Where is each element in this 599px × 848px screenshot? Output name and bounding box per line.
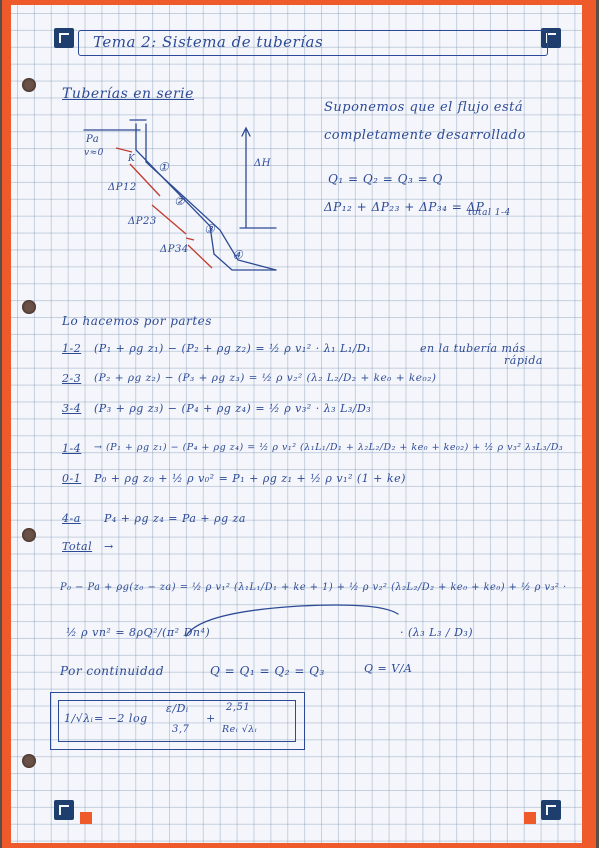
section-heading: Tuberías en serie bbox=[62, 86, 194, 102]
assumption-total-sub: total 1-4 bbox=[468, 208, 511, 218]
assumption-flow-eq: Q₁ = Q₂ = Q₃ = Q bbox=[328, 172, 443, 186]
page-title: Tema 2: Sistema de tuberías bbox=[93, 33, 324, 51]
assumption-pressure-eq: ΔP₁₂ + ΔP₂₃ + ΔP₃₄ = ΔP bbox=[324, 200, 485, 214]
equation-text: → (P₁ + ρg z₁) − (P₄ + ρg z₄) = ½ ρ v₁² (λ₁L₁/D₁ + λ₂L₂/D₂ + ke₀ + ke₀₂) + ½ ρ v₃² λ₃L₃/D₃ bbox=[94, 442, 564, 453]
equation-text: (P₁ + ρg z₁) − (P₂ + ρg z₂) = ½ ρ v₁² · λ₁ L₁/D₁ bbox=[94, 342, 372, 355]
kinetic-equation: ½ ρ vn² = 8ρQ²/(π² Dn⁴) bbox=[66, 626, 211, 639]
kinetic-tail: · (λ₃ L₃ / D₃) bbox=[400, 626, 474, 639]
equation-text: (P₂ + ρg z₂) − (P₃ + ρg z₃) = ½ ρ v₂² (λ₂ L₂/D₂ + ke₀ + ke₀₂) bbox=[94, 372, 437, 384]
diagram-label-1: ① bbox=[158, 160, 170, 174]
diagram-label-dh: ΔH bbox=[254, 158, 271, 169]
colebrook-num2: 2,51 bbox=[226, 702, 251, 713]
diagram-label-dp12: ΔP12 bbox=[108, 182, 137, 193]
equation-tag: Total bbox=[62, 540, 93, 553]
q-definition: Q = V/A bbox=[364, 662, 413, 675]
equation-tag: 1-4 bbox=[62, 442, 82, 455]
diagram-label-dp34: ΔP34 bbox=[160, 244, 189, 255]
equation-tag: 2-3 bbox=[62, 372, 82, 385]
equation-tag: 0-1 bbox=[62, 472, 82, 485]
equation-text: P₀ + ρg z₀ + ½ ρ v₀² = P₁ + ρg z₁ + ½ ρ v₁² (1 + ke) bbox=[94, 472, 406, 485]
parts-heading: Lo hacemos por partes bbox=[62, 314, 212, 328]
equation-tag: 3-4 bbox=[62, 402, 82, 415]
colebrook-den1: 3,7 bbox=[172, 724, 190, 735]
final-equation: P₀ − Pa + ρg(z₀ − za) = ½ ρ v₁² (λ₁L₁/D₁ + ke + 1) + ½ ρ v₂² (λ₂L₂/D₂ + ke₀ + ke₀) + ½ ρ v₃² · bbox=[60, 582, 567, 593]
colebrook-plus: + bbox=[206, 712, 216, 725]
assumption-line-1: Suponemos que el flujo está bbox=[324, 100, 524, 115]
side-note-1: en la tubería más bbox=[420, 342, 526, 355]
continuity-label: Por continuidad bbox=[60, 664, 165, 678]
assumption-line-2: completamente desarrollado bbox=[324, 128, 526, 143]
continuity-equation: Q = Q₁ = Q₂ = Q₃ bbox=[210, 664, 325, 678]
colebrook-den2: Reᵢ √λᵢ bbox=[222, 724, 258, 735]
equation-tag: 4-a bbox=[62, 512, 81, 525]
diagram-label-dp23: ΔP23 bbox=[128, 216, 157, 227]
diagram-label-k: K bbox=[128, 154, 136, 164]
diagram-label-4: ④ bbox=[232, 248, 244, 262]
side-note-2: rápida bbox=[504, 354, 543, 367]
equation-text: P₄ + ρg z₄ = Pa + ρg za bbox=[104, 512, 246, 525]
equation-text: → bbox=[104, 540, 114, 553]
diagram-label-2: ② bbox=[174, 194, 186, 208]
diagram-label-v0: v≈0 bbox=[84, 148, 104, 158]
colebrook-num1: ε/Dᵢ bbox=[166, 702, 189, 715]
diagram-label-3: ③ bbox=[204, 222, 216, 236]
equation-text: (P₃ + ρg z₃) − (P₄ + ρg z₄) = ½ ρ v₃² · λ₃ L₃/D₃ bbox=[94, 402, 372, 415]
colebrook-lhs: 1/√λᵢ bbox=[64, 712, 94, 725]
colebrook-log: = −2 log bbox=[94, 712, 148, 725]
equation-tag: 1-2 bbox=[62, 342, 82, 355]
diagram-label-pa: Pa bbox=[86, 134, 100, 145]
